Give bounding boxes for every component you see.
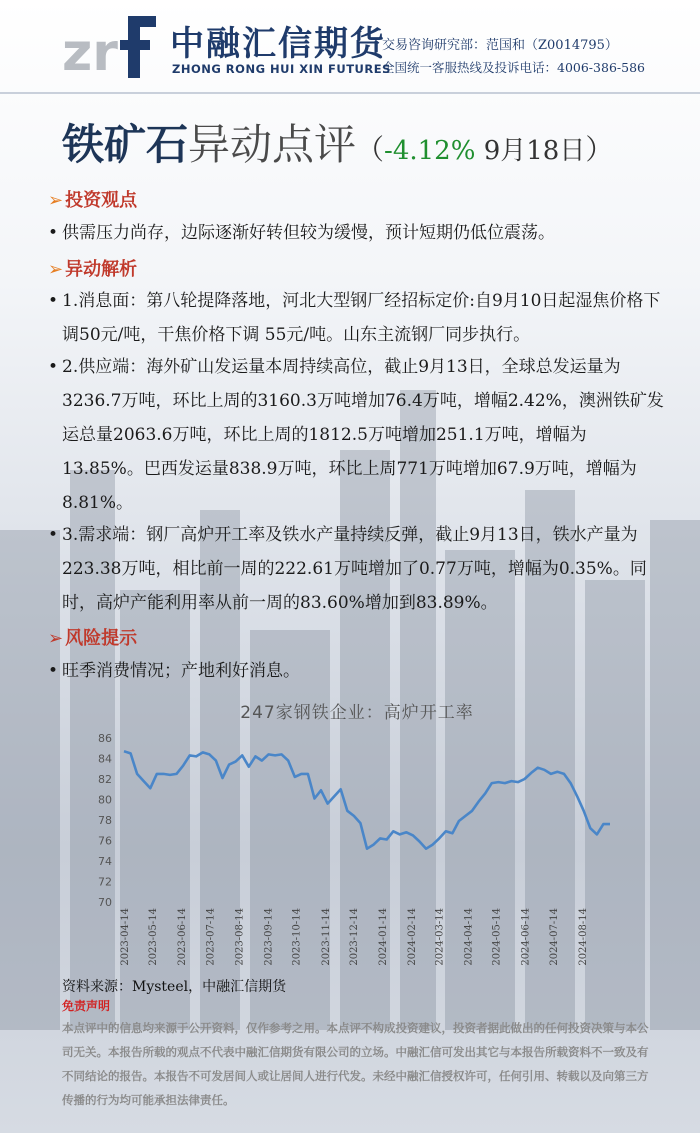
y-tick-label: 78: [98, 814, 112, 827]
section-heading-label: 风险提示: [65, 628, 138, 649]
x-tick-label: 2023-06-14: [177, 908, 189, 966]
list-item: [48, 216, 668, 250]
analysis-news: 1.消息面：第八轮提降落地，河北大型钢厂经招标定价:自9月10日起湿焦价格下调50元/吨，干焦价格下调 55元/吨。山东主流钢厂同步执行。: [62, 291, 661, 345]
title-paren-close: ）: [585, 133, 614, 166]
disclaimer-heading: 免责声明: [62, 999, 111, 1013]
x-tick-label: 2023-09-14: [263, 908, 275, 966]
list-item: [48, 518, 668, 620]
analysis-demand: 3.需求端：钢厂高炉开工率及铁水产量持续反弹，截止9月13日，铁水产量为223.38万吨，相比前一周的222.61万吨增加了0.77万吨，增幅为0.35%。同时，高炉产能利用率从前一周的83.60%增加到83.89%。: [62, 525, 647, 613]
section-heading-view: [48, 186, 137, 212]
bullet-icon: •: [48, 357, 59, 377]
chart-panel: [62, 690, 652, 970]
disclaimer-body: 本点评中的信息均来源于公开资料，仅作参考之用。本点评不构成投资建议，投资者据此做出的任何投资决策与本公司无关。本报告所载的观点不代表中融汇信期货有限公司的立场。中融汇信可发出其它与本报告所载资料不一致及有不同结论的报告。本报告不可发居间人或让居间人进行代发。未经中融汇信授权许可，任何引用、转载以及向第三方传播的行为均可能承担法律责任。: [62, 1021, 649, 1107]
zrf-logo-icon: [62, 12, 158, 80]
x-tick-label: 2024-07-14: [548, 908, 560, 966]
x-tick-label: 2023-10-14: [291, 908, 303, 966]
y-tick-label: 86: [98, 732, 112, 745]
title-date: 9月18日: [475, 136, 586, 166]
arrow-icon: ➢: [48, 628, 64, 649]
data-source: 资料来源：Mysteel，中融汇信期货: [62, 979, 287, 995]
x-tick-label: 2023-04-14: [120, 908, 131, 966]
y-tick-label: 76: [98, 834, 112, 848]
arrow-icon: ➢: [48, 190, 64, 211]
x-tick-label: 2024-04-14: [463, 908, 475, 966]
analyst-contact: 交易咨询研究部：范国和（Z0014795）: [382, 38, 618, 53]
risk-text: 旺季消费情况；产地利好消息。: [62, 661, 300, 681]
bullet-icon: •: [48, 291, 59, 311]
company-name-en: ZHONG RONG HUI XIN FUTURES: [172, 62, 391, 76]
title-change: -4.12%: [384, 136, 476, 166]
x-tick-label: 2024-03-14: [434, 908, 446, 966]
analysis-supply: 2.供应端：海外矿山发运量本周持续高位，截止9月13日，全球总发运量为3236.7万吨，环比上周的3160.3万吨增加76.4万吨，增幅2.42%，澳洲铁矿发运总量2063.6万吨，环比上周的1812.5万吨增加251.1万吨，增幅为13.85%。巴西发运量838.9万吨，环比上周771万吨增加67.9万吨，增幅为8.81%。: [62, 357, 664, 513]
x-tick-label: 2023-11-14: [320, 908, 332, 966]
header-divider: [0, 92, 700, 94]
x-tick-label: 2023-08-14: [234, 908, 246, 966]
report-header: [0, 0, 700, 92]
x-tick-label: 2023-12-14: [348, 908, 360, 966]
svg-text:zr: zr: [62, 23, 118, 80]
arrow-icon: ➢: [48, 259, 64, 280]
chart-title: 247家钢铁企业：高炉开工率: [240, 703, 474, 723]
x-tick-label: 2024-08-14: [577, 908, 589, 966]
bullet-icon: •: [48, 661, 59, 681]
title-subject: 异动点评: [188, 120, 357, 169]
company-name-cn: 中融汇信期货: [170, 24, 386, 64]
y-tick-label: 74: [98, 855, 112, 868]
hotline-contact: 全国统一客服热线及投诉电话：4006-386-586: [382, 60, 645, 75]
x-tick-label: 2024-05-14: [491, 908, 503, 966]
y-tick-label: 80: [98, 793, 112, 807]
title-paren-open: （: [356, 133, 385, 166]
list-item: [48, 350, 668, 520]
y-tick-label: 70: [98, 896, 112, 909]
title-commodity: 铁矿石: [62, 120, 189, 169]
bullet-icon: •: [48, 525, 59, 545]
y-tick-label: 82: [98, 773, 112, 786]
view-text: 供需压力尚存，边际逐渐好转但较为缓慢，预计短期仍低位震荡。: [62, 223, 555, 243]
x-tick-label: 2024-01-14: [378, 908, 390, 966]
list-item: [48, 654, 668, 688]
y-tick-label: 84: [98, 752, 112, 766]
series-line: [124, 751, 610, 848]
line-chart: [62, 690, 652, 970]
list-item: [48, 284, 668, 352]
page-title: [62, 112, 613, 172]
x-tick-label: 2024-02-14: [407, 908, 419, 966]
x-tick-label: 2024-06-14: [520, 908, 532, 966]
y-tick-label: 72: [98, 875, 112, 889]
section-heading-label: 投资观点: [65, 190, 138, 211]
x-tick-label: 2023-05-14: [148, 908, 160, 966]
section-heading-risk: [48, 624, 137, 650]
section-heading-label: 异动解析: [65, 259, 138, 280]
x-tick-label: 2023-07-14: [205, 908, 217, 966]
bullet-icon: •: [48, 223, 59, 243]
section-heading-analysis: [48, 255, 137, 281]
